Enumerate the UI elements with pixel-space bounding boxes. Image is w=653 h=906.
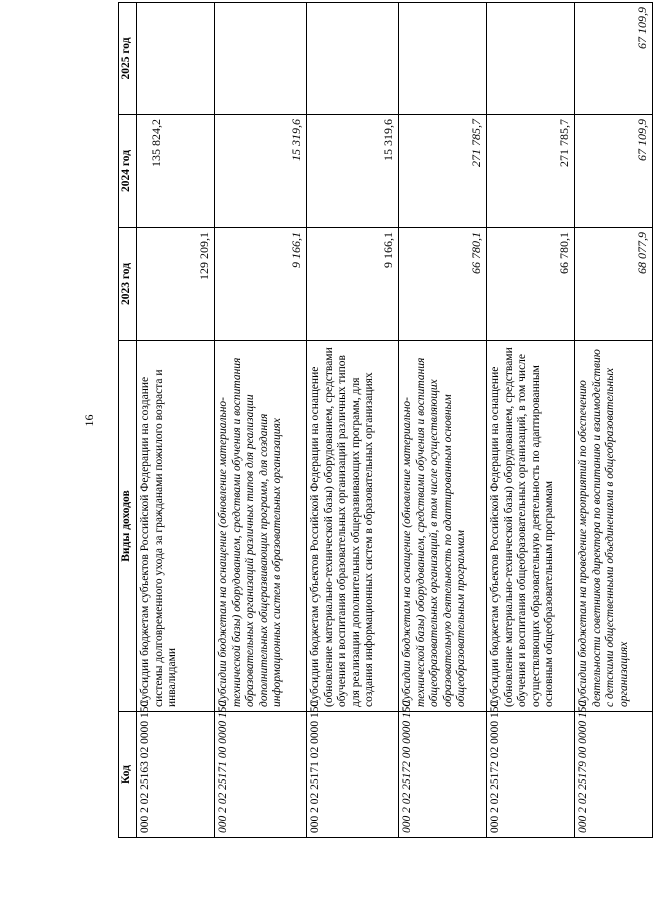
row-value-2023: 68 077,9 [575, 228, 653, 341]
row-description: Субсидии бюджетам субъектов Российской Федерации на оснащение (обновление материально-технической базы) оборудованием, средствами обучения и воспитания образовательных организаций различных типов для реализации дополнительных общеразвивающих программ, для создания информационных систем в образовательных организациях [307, 341, 399, 712]
row-code: 000 2 02 25179 00 0000 150 [575, 712, 653, 838]
row-value-2024: 15 319,6 [215, 115, 307, 228]
row-value-2025 [307, 3, 399, 115]
table-row [399, 3, 487, 838]
header-2024: 2024 год [119, 115, 137, 228]
table-row [137, 3, 215, 838]
row-code: 000 2 02 25171 02 0000 150 [307, 712, 399, 838]
header-type: Виды доходов [119, 341, 137, 712]
row-value-2024: 67 109,9 [575, 115, 653, 228]
table-row [215, 3, 307, 838]
header-row [119, 3, 137, 838]
row-value-2023: 129 209,1 [137, 228, 215, 341]
row-value-2023: 9 166,1 [215, 228, 307, 341]
row-value-2025 [215, 3, 307, 115]
row-value-2025 [487, 3, 575, 115]
row-value-2024: 271 785,7 [399, 115, 487, 228]
header-code: Код [119, 712, 137, 838]
row-code: 000 2 02 25172 02 0000 150 [487, 712, 575, 838]
row-description: Субсидии бюджетам на оснащение (обновление материально-технической базы) оборудованием, средствами обучения и воспитания общеобразовательных организаций, в том числе осуществляющих образовательную деятельность по адаптированным основным общеобразовательным программам [399, 341, 487, 712]
row-value-2025 [399, 3, 487, 115]
row-value-2024: 135 824,2 [137, 115, 215, 228]
row-description: Субсидии бюджетам субъектов Российской Федерации на оснащение (обновление материально-технической базы) оборудованием, средствами обучения и воспитания общеобразовательных организаций, в том числе осуществляющих образовательную деятельность по адаптированным основным общеобразовательным программам [487, 341, 575, 712]
row-value-2025 [137, 3, 215, 115]
header-2025: 2025 год [119, 3, 137, 115]
row-value-2023: 66 780,1 [399, 228, 487, 341]
table-row [575, 3, 653, 838]
row-code: 000 2 02 25171 00 0000 150 [215, 712, 307, 838]
row-value-2023: 66 780,1 [487, 228, 575, 341]
row-code: 000 2 02 25172 00 0000 150 [399, 712, 487, 838]
row-description: Субсидии бюджетам субъектов Российской Федерации на создание системы долговременного ухода за гражданами пожилого возраста и инвалидами [137, 341, 215, 712]
row-value-2024: 271 785,7 [487, 115, 575, 228]
header-2023: 2023 год [119, 228, 137, 341]
row-value-2023: 9 166,1 [307, 228, 399, 341]
row-value-2024: 15 319,6 [307, 115, 399, 228]
row-description: Субсидии бюджетам на оснащение (обновление материально-технической базы) оборудованием, средствами обучения и воспитания образовательных организаций различных типов для реализации дополнительных общеразвивающих программ, для создания информационных систем в образовательных организациях [215, 341, 307, 712]
row-description: Субсидии бюджетам на проведение мероприятий по обеспечению деятельности советников директора по воспитанию и взаимодействию с детскими общественными объединениями в общеобразовательных организациях [575, 341, 653, 712]
table-row [487, 3, 575, 838]
table-row [307, 3, 399, 838]
row-code: 000 2 02 25163 02 0000 150 [137, 712, 215, 838]
rotated-page [68, 3, 649, 838]
row-value-2025: 67 109,9 [575, 3, 653, 115]
page-number: 16 [82, 414, 96, 427]
revenue-table [118, 2, 653, 838]
